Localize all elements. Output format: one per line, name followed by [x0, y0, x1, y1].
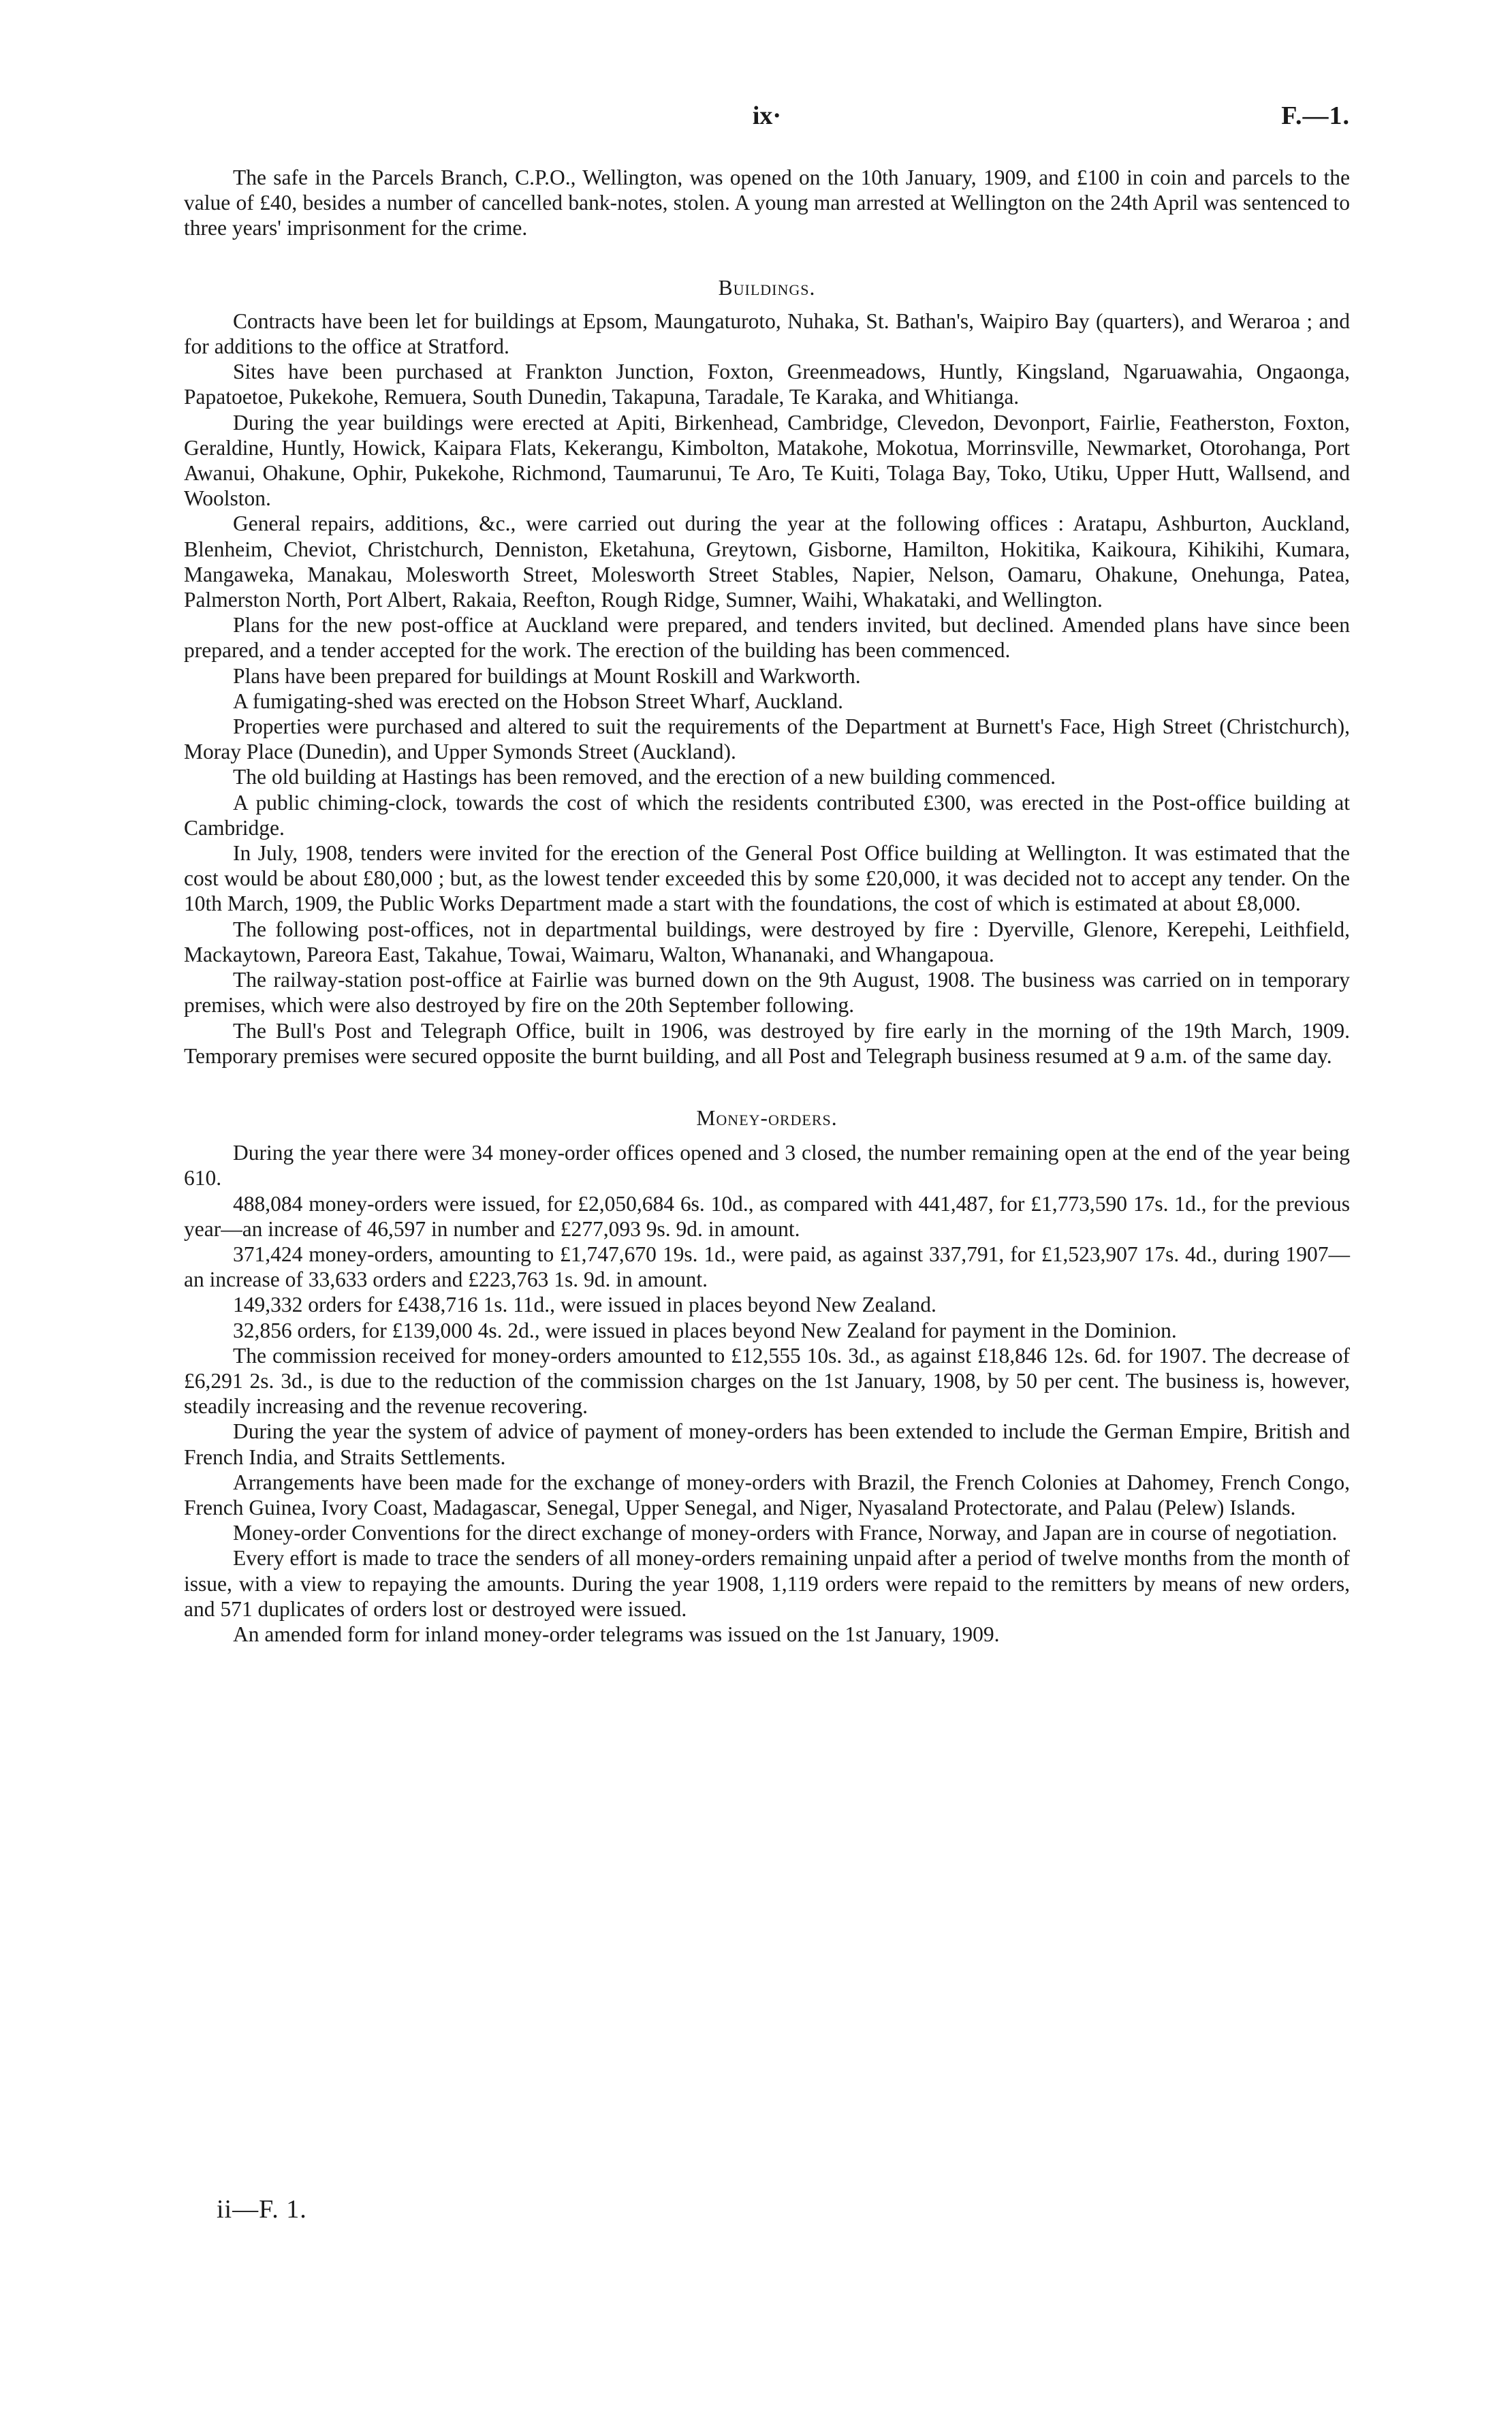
paragraph: The railway-station post-office at Fairlie was burned down on the 9th August, 1908. The business was carried on in temporary premises, which were also destroyed by fire on the 20th September following. — [184, 968, 1350, 1018]
paragraph: An amended form for inland money-order telegrams was issued on the 1st January, 1909. — [233, 1622, 1000, 1646]
paragraph: 32,856 orders, for £139,000 4s. 2d., were issued in places beyond New Zealand for payment in the Dominion. — [233, 1318, 1177, 1342]
signature-reference: ii—F. 1. — [217, 2195, 307, 2224]
paragraph: The old building at Hastings has been removed, and the erection of a new building commenced. — [233, 765, 1056, 789]
paragraph: In July, 1908, tenders were invited for the erection of the General Post Office building at Wellington. It was estimated that the cost would be about £80,000 ; but, as the lowest tender exceeded this by some £20,000, it was decided not to accept any tender. On the 10th March, 1909, the Public Works Department made a start with the foundations, the cost of which is estimated at about £8,000. — [184, 841, 1350, 916]
paragraph: During the year there were 34 money-order offices opened and 3 closed, the number remaining open at the end of the year being 610. — [184, 1141, 1350, 1190]
paragraph: A public chiming-clock, towards the cost of which the residents contributed £300, was erected in the Post-office building at Cambridge. — [184, 790, 1350, 840]
section-heading-buildings: Buildings. — [718, 275, 816, 300]
paragraph: The Bull's Post and Telegraph Office, built in 1906, was destroyed by fire early in the morning of the 19th March, 1909. Temporary premises were secured opposite the burnt building, and all Post and Telegraph business resumed at 9 a.m. of the same day. — [184, 1018, 1350, 1068]
paragraph: The following post-offices, not in departmental buildings, were destroyed by fire : Dyerville, Glenore, Kerepehi, Leithfield, Mackaytown, Pareora East, Takahue, Towai, Waimaru, Walton, Whananaki, and Whangapoua. — [184, 917, 1350, 966]
paragraph: During the year buildings were erected at Apiti, Birkenhead, Cambridge, Clevedon, Devonport, Fairlie, Featherston, Foxton, Geraldine, Huntly, Howick, Kaipara Flats, Kekerangu, Kimbolton, Matakohe, Mokotua, Morrinsville, Newmarket, Otorohanga, Port Awanui, Ohakune, Ophir, Pukekohe, Richmond, Taumarunui, Te Aro, Te Kuiti, Tolaga Bay, Toko, Utiku, Upper Hutt, Wallsend, and Woolston. — [184, 410, 1350, 511]
document-reference: F.—1. — [1281, 101, 1350, 130]
paragraph: Contracts have been let for buildings at Epsom, Maungaturoto, Nuhaka, St. Bathan's, Waipiro Bay (quarters), and Weraroa ; and for additions to the office at Stratford. — [184, 309, 1350, 359]
paragraph: General repairs, additions, &c., were carried out during the year at the following offices : Aratapu, Ashburton, Auckland, Blenheim, Cheviot, Christchurch, Denniston, Eketahuna, Greytown, Gisborne, Hamilton, Hokitika, Kaikoura, Kihikihi, Kumara, Mangaweka, Manakau, Molesworth Street, Molesworth Street Stables, Napier, Nelson, Oamaru, Ohakune, Onehunga, Patea, Palmerston North, Port Albert, Rakaia, Reefton, Rough Ridge, Sumner, Waihi, Whakataki, and Wellington. — [184, 511, 1350, 612]
paragraph: Plans have been prepared for buildings at Mount Roskill and Warkworth. — [233, 663, 861, 688]
paragraph: During the year the system of advice of payment of money-orders has been extended to include the German Empire, British and French India, and Straits Settlements. — [184, 1419, 1350, 1469]
paragraph: Every effort is made to trace the senders of all money-orders remaining unpaid after a period of twelve months from the month of issue, with a view to repaying the amounts. During the year 1908, 1,119 orders were repaid to the remitters by means of new orders, and 571 duplicates of orders lost or destroyed were issued. — [184, 1546, 1350, 1621]
paragraph: Plans for the new post-office at Auckland were prepared, and tenders invited, but declined. Amended plans have since been prepared, and a tender accepted for the work. The erection of the building has been commenced. — [184, 613, 1350, 663]
paragraph: 149,332 orders for £438,716 1s. 11d., were issued in places beyond New Zealand. — [233, 1293, 936, 1317]
page-number: ix· — [752, 101, 782, 130]
paragraph: Arrangements have been made for the exchange of money-orders with Brazil, the French Colonies at Dahomey, French Congo, French Guinea, Ivory Coast, Madagascar, Senegal, Upper Senegal, and Niger, Nyasaland Protectorate, and Palau (Pelew) Islands. — [184, 1470, 1350, 1519]
page-header — [184, 101, 1350, 142]
paragraph-safe-robbery: The safe in the Parcels Branch, C.P.O., Wellington, was opened on the 10th January, 1909, and £100 in coin and parcels to the value of £40, besides a number of cancelled bank-notes, stolen. A young man arrested at Wellington on the 24th April was sentenced to three years' imprisonment for the crime. — [184, 165, 1350, 240]
paragraph: 371,424 money-orders, amounting to £1,747,670 19s. 1d., were paid, as against 337,791, for £1,523,907 17s. 4d., during 1907—an increase of 33,633 orders and £223,763 1s. 9d. in amount. — [184, 1242, 1350, 1292]
paragraph: 488,084 money-orders were issued, for £2,050,684 6s. 10d., as compared with 441,487, for £1,773,590 17s. 1d., for the previous year—an increase of 46,597 in number and £277,093 9s. 9d. in amount. — [184, 1191, 1350, 1241]
paragraph: Sites have been purchased at Frankton Junction, Foxton, Greenmeadows, Huntly, Kingsland, Ngaruawahia, Ongaonga, Papatoetoe, Pukekohe, Remuera, South Dunedin, Takapuna, Taradale, Te Karaka, and Whitianga. — [184, 360, 1350, 409]
paragraph: A fumigating-shed was erected on the Hobson Street Wharf, Auckland. — [233, 689, 844, 713]
paragraph: Properties were purchased and altered to suit the requirements of the Department at Burnett's Face, High Street (Christchurch), Moray Place (Dunedin), and Upper Symonds Street (Auckland). — [184, 714, 1350, 764]
paragraph: The commission received for money-orders amounted to £12,555 10s. 3d., as against £18,846 12s. 6d. for 1907. The decrease of £6,291 2s. 3d., is due to the reduction of the commission charges on the 1st January, 1908, by 50 per cent. The business is, however, steadily increasing and the revenue recovering. — [184, 1343, 1350, 1419]
section-heading-money-orders: Money-orders. — [696, 1105, 838, 1130]
paragraph: Money-order Conventions for the direct exchange of money-orders with France, Norway, and Japan are in course of negotiation. — [233, 1521, 1338, 1545]
body-text — [184, 165, 1350, 1647]
